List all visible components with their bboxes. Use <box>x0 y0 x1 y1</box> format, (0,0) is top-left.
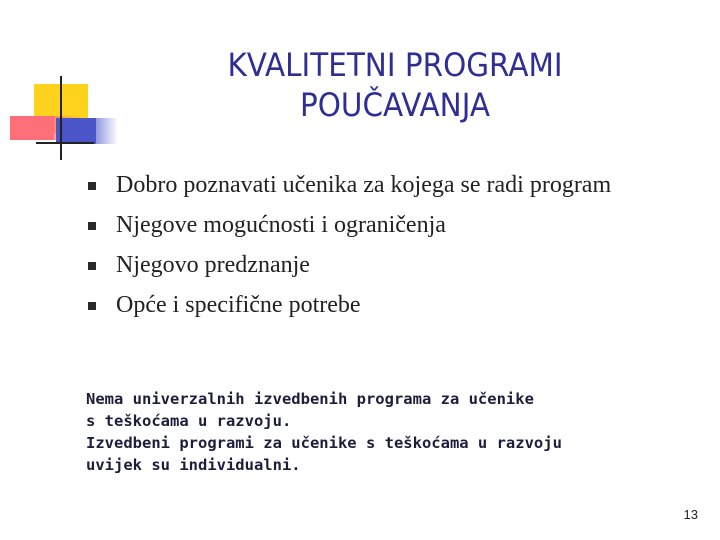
decorative-red-bar <box>10 116 54 140</box>
bullet-list <box>86 170 646 320</box>
bullet-item <box>86 170 646 200</box>
bullet-item <box>86 250 646 280</box>
note-line-2: s teškoćama u razvoju. <box>86 412 292 430</box>
bullet-text: Dobro poznavati učenika za kojega se radi program <box>116 172 612 198</box>
decorative-blue-fade <box>96 118 118 144</box>
square-bullet-icon <box>88 182 96 190</box>
bullet-text: Njegovo predznanje <box>116 252 310 278</box>
note-line-3: Izvedbeni programi za učenike s teškoćama u razvoju <box>86 434 562 452</box>
decorative-blue-block <box>56 118 96 144</box>
square-bullet-icon <box>88 222 96 230</box>
decorative-horizontal-line <box>36 142 94 144</box>
decorative-vertical-line <box>60 76 62 160</box>
bullet-item <box>86 290 646 320</box>
title-line-2: POUČAVANJA <box>299 86 491 124</box>
title-line-1: KVALITETNI PROGRAMI <box>227 46 563 84</box>
square-bullet-icon <box>88 262 96 270</box>
square-bullet-icon <box>88 302 96 310</box>
bullet-text: Opće i specifične potrebe <box>116 292 361 318</box>
note-line-4: uvijek su individualni. <box>86 456 301 474</box>
page-number: 13 <box>683 507 698 522</box>
note-text <box>86 388 686 476</box>
note-line-1: Nema univerzalnih izvedbenih programa za učenike <box>86 390 534 408</box>
bullet-text: Njegove mogućnosti i ograničenja <box>116 212 446 238</box>
bullet-item <box>86 210 646 240</box>
slide-title <box>170 45 621 125</box>
